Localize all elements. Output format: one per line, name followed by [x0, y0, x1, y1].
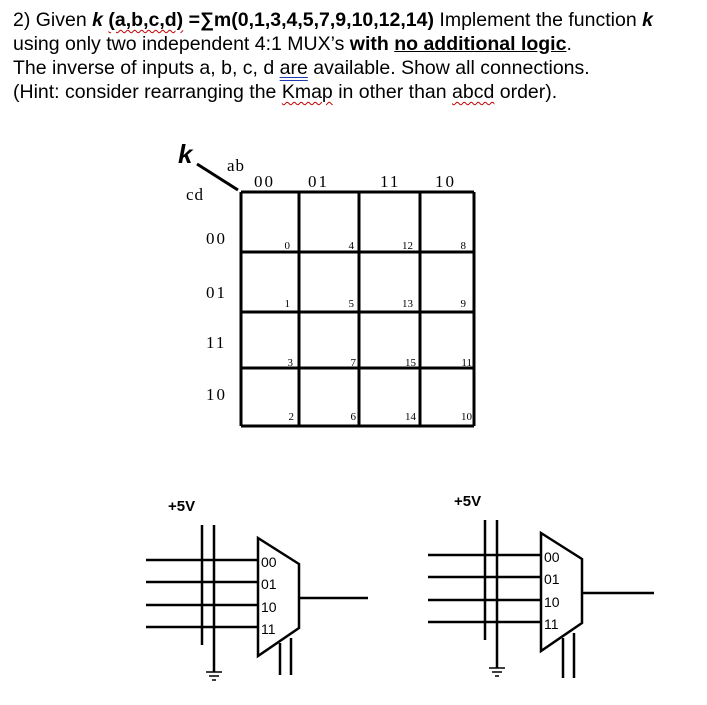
mux-1 [146, 498, 368, 680]
kmap-row-header: 01 [206, 283, 227, 302]
function-name-2: k [642, 9, 653, 31]
with-text: with [349, 33, 389, 55]
kmap-cell-index: 4 [348, 240, 354, 252]
abcd-word: abcd [452, 81, 495, 103]
kmap-cell-index: 12 [402, 240, 413, 252]
kmap-col-header: 10 [435, 172, 456, 191]
mux-2-supply-rails [485, 520, 497, 668]
kmap-row-header: 00 [206, 229, 227, 248]
kmap-grid [241, 192, 474, 426]
kmap-cell-index: 10 [461, 411, 472, 423]
mux-1-input-label: 01 [261, 576, 277, 592]
mux-1-supply-rails [202, 525, 214, 672]
mux-2 [428, 493, 654, 678]
kmap-cell-index: 3 [287, 357, 293, 369]
mux-2-input-label: 00 [544, 549, 560, 565]
given-text: Given [35, 9, 87, 31]
hint-text: (Hint: consider rearranging the [13, 81, 277, 103]
kmap-cell-index: 15 [405, 357, 416, 369]
function-arguments: (a,b,c,d) [108, 9, 184, 31]
mux-1-supply-label: +5V [168, 498, 196, 515]
kmap-output-label: k [178, 139, 193, 169]
kmap-cell-index: 8 [460, 240, 466, 252]
kmap-cell-index: 7 [350, 357, 356, 369]
hint-end-text: order). [499, 81, 558, 103]
mux-1-input-label: 00 [261, 554, 277, 570]
kmap-cell-index: 6 [350, 411, 356, 423]
kmap-word: Kmap [281, 81, 333, 103]
kmap-cell-index: 11 [461, 357, 472, 369]
karnaugh-map [178, 139, 474, 426]
mux-constraint-text: using only two independent 4:1 MUX’s [13, 33, 345, 55]
kmap-row-variable: cd [186, 185, 205, 204]
kmap-col-header: 01 [308, 172, 329, 191]
function-name: k [92, 9, 103, 31]
kmap-cell-index: 2 [288, 411, 294, 423]
kmap-col-variable: ab [227, 156, 246, 175]
kmap-col-header: 00 [254, 172, 275, 191]
mux-1-select-lines [280, 638, 291, 675]
mux-2-select-lines [563, 633, 574, 678]
hint-mid-text: in other than [338, 81, 447, 103]
mux-2-input-label: 01 [544, 571, 560, 587]
kmap-cell-index: 5 [348, 298, 354, 310]
minterm-list: ∑m(0,1,3,4,5,7,9,10,12,14) [200, 9, 434, 31]
kmap-row-header: 11 [206, 333, 227, 352]
inverse-inputs-text: The inverse of inputs a, b, c, d [13, 57, 275, 79]
problem-number: 2) [13, 9, 31, 31]
mux-2-ground-symbol [489, 668, 505, 676]
kmap-cell-index: 14 [405, 411, 416, 423]
available-text: available. Show all connections. [313, 57, 590, 79]
mux-1-input-label: 11 [261, 621, 276, 637]
kmap-cell-indices [285, 240, 473, 423]
kmap-row-header: 10 [206, 385, 227, 404]
kmap-cell-index: 9 [460, 298, 466, 310]
are-word: are [279, 57, 308, 79]
mux-1-input-label: 10 [261, 599, 277, 615]
kmap-cell-index: 1 [284, 298, 290, 310]
no-additional-logic: no additional logic [394, 33, 567, 55]
mux-1-ground-symbol [206, 672, 222, 680]
equals-sign: = [188, 9, 200, 31]
line2-period: . [566, 33, 572, 55]
mux-2-input-label: 11 [544, 616, 559, 632]
kmap-cell-index: 13 [402, 298, 413, 310]
implement-text: Implement the function [439, 9, 637, 31]
mux-2-supply-label: +5V [454, 493, 482, 510]
mux-2-input-label: 10 [544, 594, 560, 610]
kmap-col-header: 11 [380, 172, 401, 191]
kmap-cell-index: 0 [284, 240, 290, 252]
